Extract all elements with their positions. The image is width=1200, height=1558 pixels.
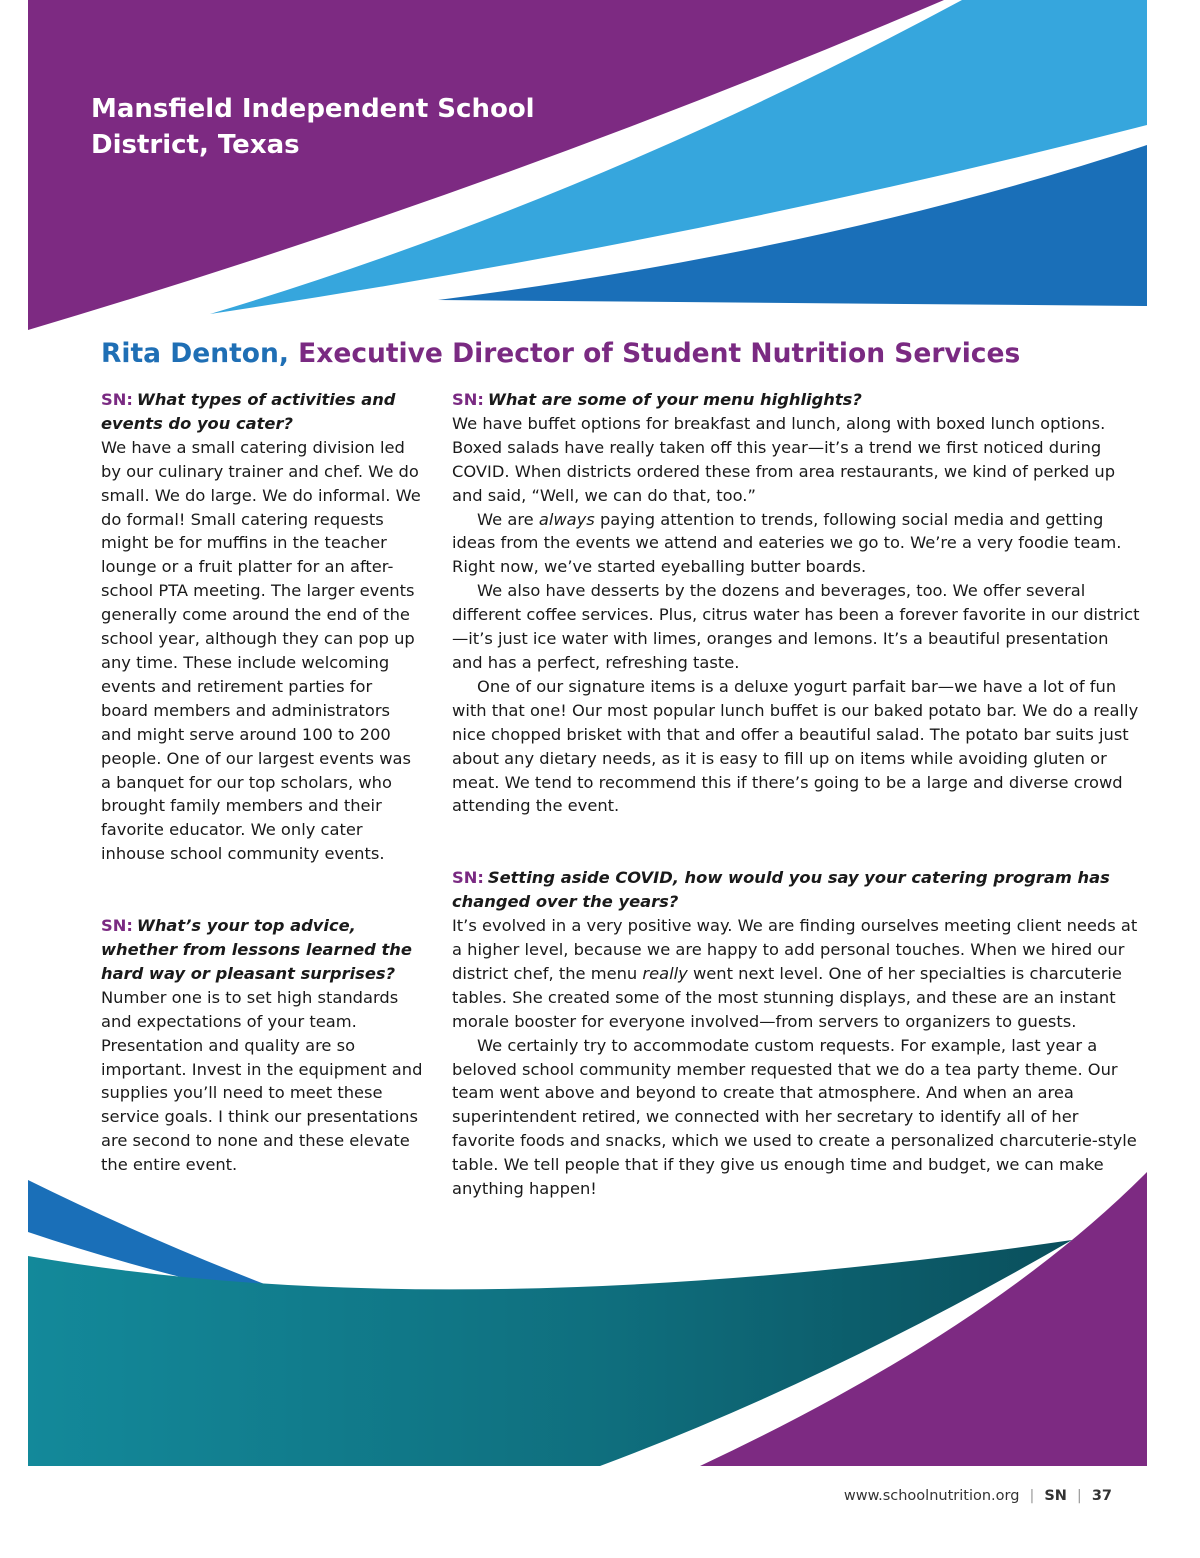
emphasis-really: really xyxy=(642,963,688,983)
answer-3-paragraph-4: One of our signature items is a deluxe yogurt parfait bar—we have a lot of fun with that one! Our most popular lunch buffet is our baked potato bar. We do a really nice chopped brisket with that and offer a beautiful salad. The potato bar suits just about any dietary needs, as it is easy to fill up on items while avoiding gluten or meat. We tend to recommend this if there’s going to be a large and diverse crowd attending the event. xyxy=(452,676,1139,816)
district-line-2: District, Texas xyxy=(91,130,300,160)
answer-3-paragraph-2: We are always paying attention to trends, following social media and getting ideas from the events we attend and eateries we go to. We’re a very foodie team. Right now, we’ve started eyeballing butter boards. xyxy=(452,509,1122,577)
magazine-name: SN xyxy=(1044,1488,1067,1504)
question-text: What are some of your menu highlights? xyxy=(487,390,862,409)
interviewee-title: Executive Director of Student Nutrition Services xyxy=(288,338,1021,369)
website-link[interactable]: www.schoolnutrition.org xyxy=(843,1488,1020,1504)
question-3 xyxy=(452,388,1144,412)
sn-label: SN: xyxy=(101,390,133,409)
question-1 xyxy=(101,388,423,436)
answer-3-paragraph-1: We have buffet options for breakfast and lunch, along with boxed lunch options. Boxed salads have really taken off this year—it’s a trend we first noticed during COVID. When districts ordered these from area restaurants, we kind of perked up and said, “Well, we can do that, too.” xyxy=(452,413,1116,505)
interviewee-name: Rita Denton, xyxy=(101,338,289,369)
answer-4-paragraph-2: We certainly try to accommodate custom requests. For example, last year a beloved school community member requested that we do a tea party theme. Our team went above and beyond to create that atmosphere. And when an area superintendent retired, we connected with her secretary to identify all of her favorite foods and snacks, which we used to create a personalized charcuterie-style table. We tell people that if they give us enough time and budget, we can make anything happen! xyxy=(452,1035,1137,1199)
question-text: Setting aside COVID, how would you say your catering program has changed over the years? xyxy=(452,868,1110,912)
sn-label: SN: xyxy=(101,916,133,936)
footer-separator: | xyxy=(1029,1488,1035,1504)
district-heading xyxy=(91,91,551,163)
header-band xyxy=(28,0,1147,330)
emphasis-always: always xyxy=(538,509,595,529)
right-column xyxy=(452,388,1144,1201)
answer-3-paragraph-3: We also have desserts by the dozens and beverages, too. We offer several different coffee services. Plus, citrus water has been a forever favorite in our district—it’s just ice water with limes, oranges and lemons. It’s a beautiful presentation and has a perfect, refreshing taste. xyxy=(452,581,1140,672)
question-2 xyxy=(101,914,423,986)
answer-1: We have a small catering division led by our culinary trainer and chef. We do small. We do large. We do informal. We do formal! Small catering requests might be for muffins in the teacher lounge or a fruit platter for an after-school PTA meeting. The larger events generally come around the end of the school year, although they can pop up any time. These include welcoming events and retirement parties for board members and administrators and might serve around 100 to 200 people. One of our largest events was a banquet for our top scholars, who brought family members and their favorite educator. We only cater inhouse school community events. xyxy=(101,437,421,864)
district-line-1: Mansfield Independent School xyxy=(91,94,535,124)
question-text: What’s your top advice, whether from lessons learned the hard way or pleasant surprises? xyxy=(101,916,412,983)
interviewee-heading xyxy=(101,334,1020,374)
footer-band xyxy=(28,1172,1147,1466)
sn-label: SN: xyxy=(452,390,484,409)
page-number: 37 xyxy=(1091,1488,1112,1504)
left-column xyxy=(101,388,423,1177)
question-text: What types of activities and events do you cater? xyxy=(101,390,396,433)
footer-separator: | xyxy=(1076,1488,1082,1504)
page-footer xyxy=(844,1488,1112,1504)
answer-4-paragraph-1: It’s evolved in a very positive way. We are finding ourselves meeting client needs at a higher level, because we are happy to add personal touches. When we hired our district chef, the menu really went next level. One of her specialties is charcuterie tables. She created some of the most stunning displays, and these are an instant morale booster for everyone involved—from servers to organizers to guests. xyxy=(452,916,1138,1031)
sn-label: SN: xyxy=(452,868,484,888)
answer-2: Number one is to set high standards and expectations of your team. Presentation and quality are so important. Invest in the equipment and supplies you’ll need to meet these service goals. I think our presentations are second to none and these elevate the entire event. xyxy=(101,987,423,1175)
question-4 xyxy=(452,866,1144,914)
